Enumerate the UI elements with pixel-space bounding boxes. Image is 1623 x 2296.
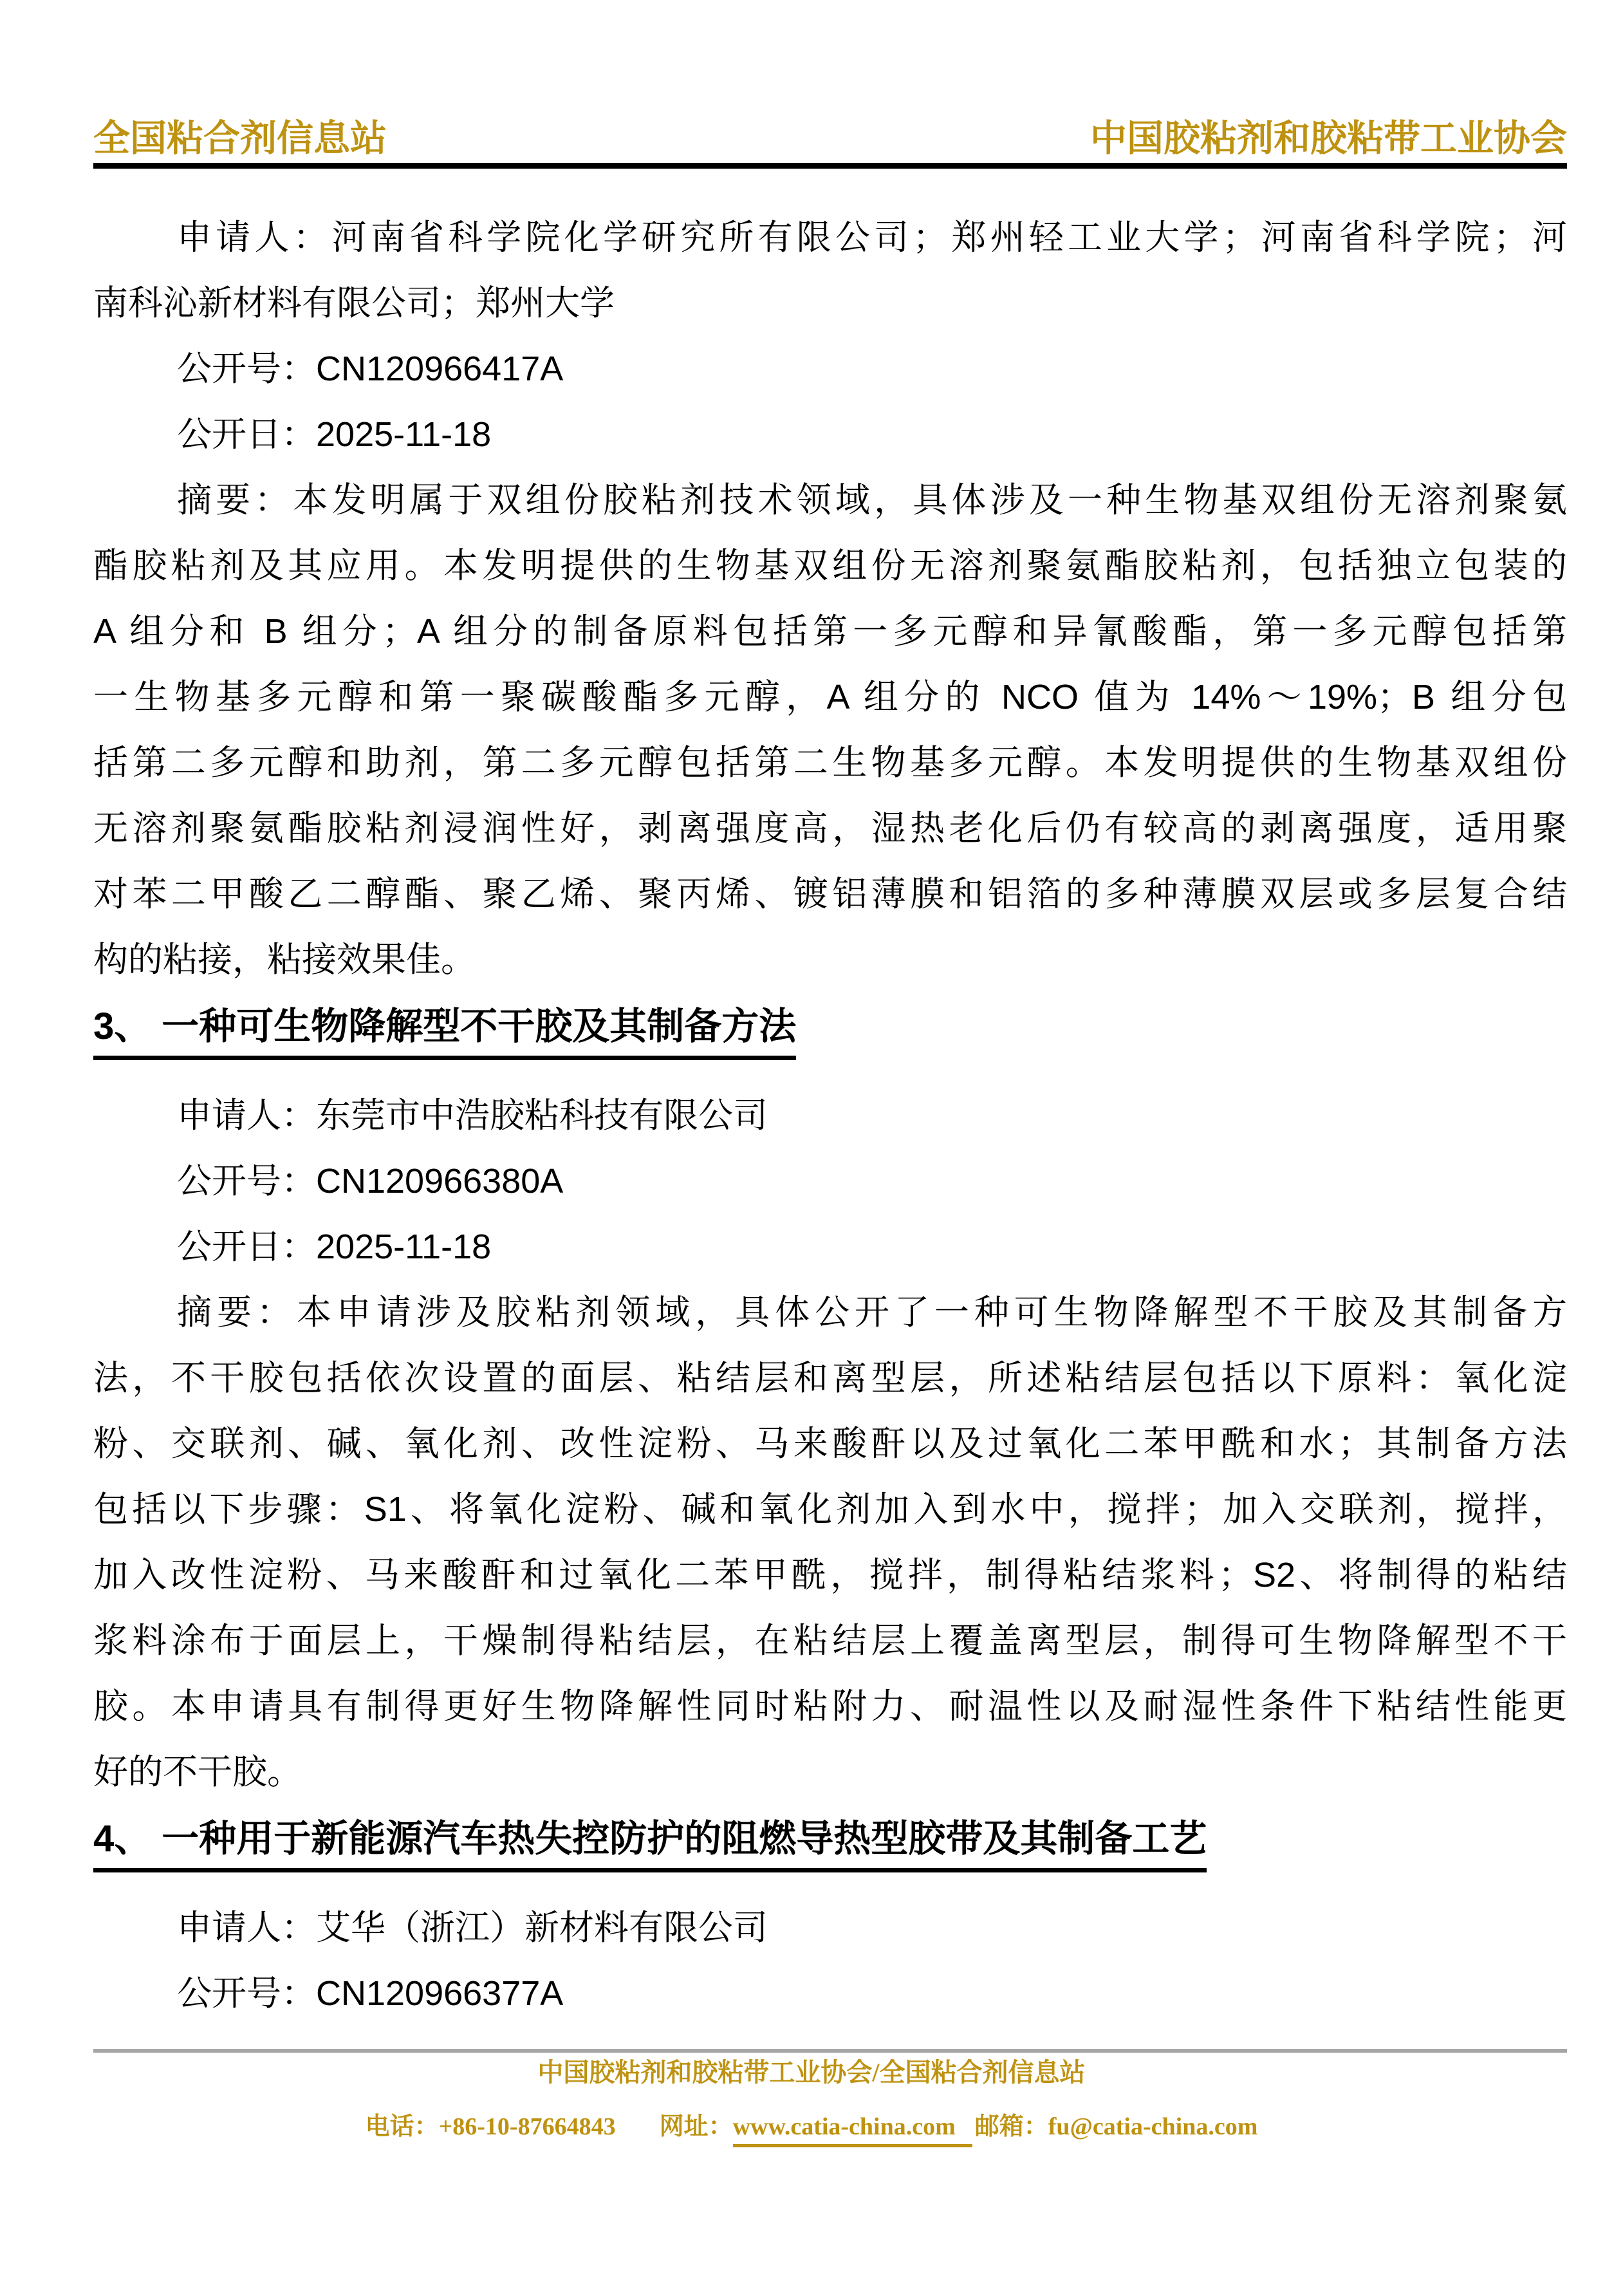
abstract-line: 加入改性淀粉、马来酸酐和过氧化二苯甲酰，搅拌，制得粘结浆料；S2、将制得的粘结: [93, 1556, 1567, 1594]
abstract-line: 胶。本申请具有制得更好生物降解性同时粘附力、耐温性以及耐湿性条件下粘结性能更: [93, 1687, 1567, 1726]
abstract-line: 对苯二甲酸乙二醇酯、聚乙烯、聚丙烯、镀铝薄膜和铝箔的多种薄膜双层或多层复合结: [93, 875, 1567, 913]
abstract-line: 括第二多元醇和助剂，第二多元醇包括第二生物基多元醇。本发明提供的生物基双组份: [93, 743, 1567, 782]
applicant-line: 申请人：东莞市中浩胶粘科技有限公司: [177, 1096, 768, 1135]
heading-title: 一种用于新能源汽车热失控防护的阻燃导热型胶带及其制备工艺: [162, 1818, 1207, 1860]
patent-4-heading-text: [93, 1818, 1207, 1872]
footer-org-line: 中国胶粘剂和胶粘带工业协会/全国粘合剂信息站: [537, 2058, 1086, 2087]
publication-number-line: 公开号：CN120966417A: [177, 350, 564, 388]
abstract-line: 好的不干胶。: [93, 1753, 302, 1791]
footer-divider: [93, 2049, 1567, 2053]
header-divider: [93, 163, 1567, 169]
applicant-line: 申请人：河南省科学院化学研究所有限公司；郑州轻工业大学；河南省科学院；河: [177, 218, 1567, 257]
patent-3-heading-text: [93, 1005, 796, 1060]
abstract-line: 法，不干胶包括依次设置的面层、粘结层和离型层，所述粘结层包括以下原料：氧化淀: [93, 1359, 1567, 1397]
abstract-line: 浆料涂布于面层上，干燥制得粘结层，在粘结层上覆盖离型层，制得可生物降解型不干: [93, 1621, 1567, 1660]
publication-date-line: 公开日：2025-11-18: [177, 415, 492, 454]
footer-phone: 电话：+86-10-87664843: [365, 2113, 616, 2140]
applicant-line: 南科沁新材料有限公司；郑州大学: [93, 284, 615, 322]
publication-number-line: 公开号：CN120966380A: [177, 1162, 564, 1200]
heading-number: 3、: [93, 1005, 152, 1047]
site-name-header: 全国粘合剂信息站: [93, 118, 387, 159]
heading-title: 一种可生物降解型不干胶及其制备方法: [162, 1005, 797, 1047]
footer-contact-line: [0, 2113, 1623, 2142]
document-body: [93, 205, 1567, 2026]
footer-web-label: 网址：: [659, 2113, 733, 2140]
patent-4-heading: [93, 1818, 1567, 1872]
footer-email: 邮箱：fu@catia-china.com: [974, 2113, 1258, 2140]
footer-web-url-link[interactable]: www.catia-china.com: [733, 2113, 972, 2147]
abstract-line: 摘要：本发明属于双组份胶粘剂技术领域，具体涉及一种生物基双组份无溶剂聚氨: [177, 481, 1567, 519]
abstract-line: 包括以下步骤：S1、将氧化淀粉、碱和氧化剂加入到水中，搅拌；加入交联剂，搅拌，: [93, 1490, 1567, 1529]
applicant-line: 申请人：艾华（浙江）新材料有限公司: [177, 1909, 768, 1947]
abstract-line: 无溶剂聚氨酯胶粘剂浸润性好，剥离强度高，湿热老化后仍有较高的剥离强度，适用聚: [93, 809, 1567, 848]
abstract-line: A 组分和 B 组分；A 组分的制备原料包括第一多元醇和异氰酸酯，第一多元醇包括第: [93, 612, 1567, 651]
publication-number-line: 公开号：CN120966377A: [177, 1974, 564, 2013]
abstract-line: 粉、交联剂、碱、氧化剂、改性淀粉、马来酸酐以及过氧化二苯甲酰和水；其制备方法: [93, 1424, 1567, 1463]
heading-number: 4、: [93, 1818, 152, 1860]
publication-date-line: 公开日：2025-11-18: [177, 1227, 492, 1266]
abstract-line: 酯胶粘剂及其应用。本发明提供的生物基双组份无溶剂聚氨酯胶粘剂，包括独立包装的: [93, 546, 1567, 585]
abstract-line: 摘要：本申请涉及胶粘剂领域，具体公开了一种可生物降解型不干胶及其制备方: [177, 1293, 1567, 1332]
page-header: [93, 120, 1567, 158]
abstract-line: 一生物基多元醇和第一聚碳酸酯多元醇，A 组分的 NCO 值为 14%～19%；B 组分包: [93, 678, 1567, 716]
patent-3-heading: [93, 1005, 1567, 1060]
abstract-line: 构的粘接，粘接效果佳。: [93, 940, 476, 979]
association-name-header: 中国胶粘剂和胶粘带工业协会: [1090, 118, 1567, 159]
